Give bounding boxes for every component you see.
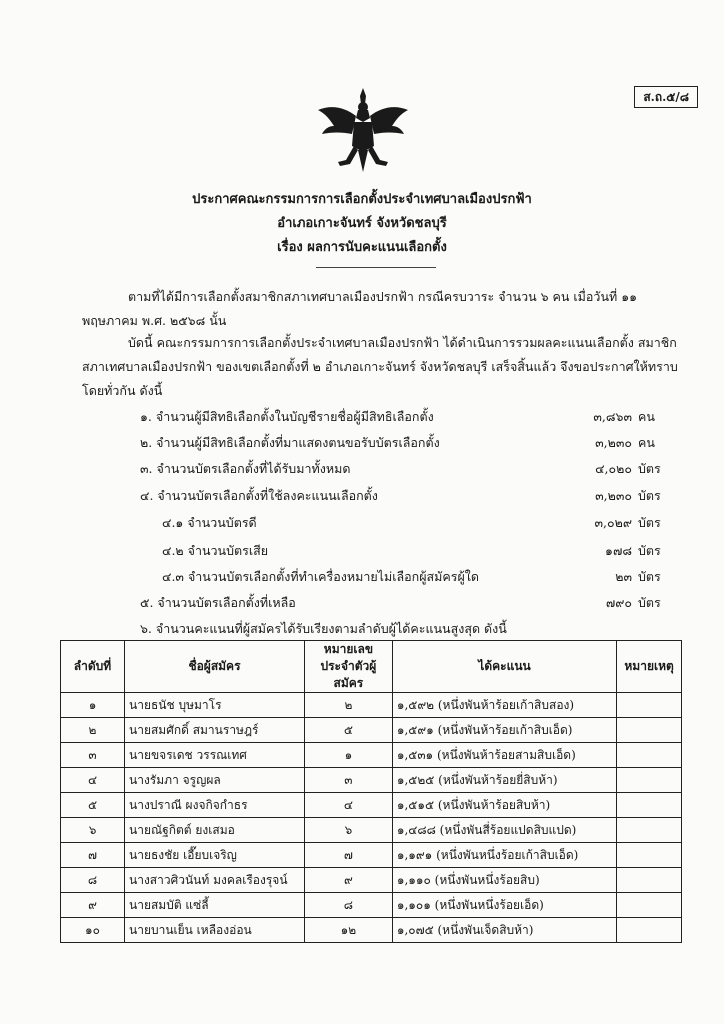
cell-candidate-number: ๑๒	[304, 918, 392, 943]
stat-value: ๓,๒๓๐	[595, 488, 632, 503]
cell-votes: ๑,๕๒๕ (หนึ่งพันห้าร้อยยี่สิบห้า)	[392, 768, 616, 793]
cell-candidate-number: ๓	[304, 768, 392, 793]
cell-rank: ๔	[61, 768, 125, 793]
stat-unit: คน	[638, 409, 655, 424]
cell-candidate-number: ๕	[304, 718, 392, 743]
announcement-paragraph: บัดนี้ คณะกรรมการการเลือกตั้งประจำเทศบาลเมืองปรกฟ้า ได้ดำเนินการรวมผลคะแนนเลือกตั้ง สมาชิกสภาเทศบาลเมืองปรกฟ้า ของเขตเลือกตั้งที่ ๒ อำเภอเกาะจันทร์ จังหวัดชลบุรี เสร็จสิ้นแล้ว จึงขอประกาศให้ทราบโดยทั่วกัน ดังนี้	[82, 335, 678, 398]
table-row	[61, 768, 682, 793]
header-name: ชื่อผู้สมัคร	[125, 641, 305, 693]
cell-name: นายขจรเดช วรรณเทศ	[125, 743, 305, 768]
header-title: ประกาศคณะกรรมการการเลือกตั้งประจำเทศบาลเมืองปรกฟ้า	[192, 192, 532, 207]
cell-votes: ๑,๑๙๑ (หนึ่งพันหนึ่งร้อยเก้าสิบเอ็ด)	[392, 843, 616, 868]
header-rank: ลำดับที่	[61, 641, 125, 693]
cell-name: นายธนัช บุษมาโร	[125, 693, 305, 718]
cell-rank: ๘	[61, 868, 125, 893]
stat-label: ๔.๓ จำนวนบัตรเลือกตั้งที่ทำเครื่องหมายไม่เลือกผู้สมัครผู้ใด	[162, 569, 480, 584]
stat-label: ๑. จำนวนผู้มีสิทธิเลือกตั้งในบัญชีรายชื่อผู้มีสิทธิเลือกตั้ง	[140, 409, 434, 424]
cell-rank: ๒	[61, 718, 125, 743]
header-note: หมายเหตุ	[617, 641, 682, 693]
cell-rank: ๖	[61, 818, 125, 843]
garuda-emblem-icon	[316, 86, 410, 174]
cell-votes: ๑,๐๗๕ (หนึ่งพันเจ็ดสิบห้า)	[392, 918, 616, 943]
stat-unit: คน	[638, 435, 655, 450]
cell-rank: ๙	[61, 893, 125, 918]
stat-value: ๓,๐๒๙	[594, 515, 632, 530]
stat-label: ๕. จำนวนบัตรเลือกตั้งที่เหลือ	[140, 595, 296, 610]
cell-rank: ๑	[61, 693, 125, 718]
stat-unit: บัตร	[638, 515, 661, 530]
stat-value: ๔,๐๒๐	[595, 461, 632, 476]
cell-rank: ๕	[61, 793, 125, 818]
cell-name: นางปราณี ผงจกิจกำธร	[125, 793, 305, 818]
stat-unit: บัตร	[638, 569, 661, 584]
results-table	[60, 640, 682, 943]
table-row	[61, 918, 682, 943]
cell-name: นางสาวศิวนันท์ มงคลเรืองรุจน์	[125, 868, 305, 893]
cell-note	[617, 743, 682, 768]
stat-unit: บัตร	[638, 543, 661, 558]
stat-unit: บัตร	[638, 461, 661, 476]
cell-note	[617, 693, 682, 718]
header-subject: เรื่อง ผลการนับคะแนนเลือกตั้ง	[277, 240, 447, 255]
header-candidate-number: หมายเลข ประจำตัวผู้สมัคร	[304, 641, 392, 693]
header-district: อำเภอเกาะจันทร์ จังหวัดชลบุรี	[277, 216, 447, 231]
cell-candidate-number: ๒	[304, 693, 392, 718]
cell-rank: ๗	[61, 843, 125, 868]
stat-value: ๓,๒๓๐	[595, 435, 632, 450]
cell-name: นายสมศักดิ์ สมานราษฎร์	[125, 718, 305, 743]
results-heading: ๖. จำนวนคะแนนที่ผู้สมัครได้รับเรียงตามลำดับผู้ได้คะแนนสูงสุด ดังนี้	[140, 621, 507, 636]
stat-value: ๒๓	[615, 569, 632, 584]
table-row	[61, 743, 682, 768]
cell-note	[617, 868, 682, 893]
cell-name: นายบานเย็น เหลืองอ่อน	[125, 918, 305, 943]
cell-votes: ๑,๕๑๕ (หนึ่งพันห้าร้อยสิบห้า)	[392, 793, 616, 818]
cell-votes: ๑,๑๐๑ (หนึ่งพันหนึ่งร้อยเอ็ด)	[392, 893, 616, 918]
stat-value: ๗๙๐	[605, 595, 632, 610]
cell-candidate-number: ๙	[304, 868, 392, 893]
cell-votes: ๑,๕๓๑ (หนึ่งพันห้าร้อยสามสิบเอ็ด)	[392, 743, 616, 768]
stat-unit: บัตร	[638, 595, 661, 610]
header-votes: ได้คะแนน	[392, 641, 616, 693]
cell-note	[617, 718, 682, 743]
cell-candidate-number: ๔	[304, 793, 392, 818]
stat-value: ๓,๘๖๓	[593, 409, 632, 424]
cell-candidate-number: ๘	[304, 893, 392, 918]
cell-votes: ๑,๕๙๒ (หนึ่งพันห้าร้อยเก้าสิบสอง)	[392, 693, 616, 718]
stat-value: ๑๗๘	[605, 543, 632, 558]
cell-candidate-number: ๗	[304, 843, 392, 868]
cell-candidate-number: ๖	[304, 818, 392, 843]
cell-votes: ๑,๕๙๑ (หนึ่งพันห้าร้อยเก้าสิบเอ็ด)	[392, 718, 616, 743]
form-code-box: ส.ถ.๕/๘	[634, 86, 698, 108]
cell-note	[617, 818, 682, 843]
announcement-header	[0, 188, 724, 260]
stat-label: ๔.๒ จำนวนบัตรเสีย	[162, 543, 269, 558]
stat-label: ๓. จำนวนบัตรเลือกตั้งที่ได้รับมาทั้งหมด	[140, 461, 351, 476]
table-row	[61, 868, 682, 893]
stat-label: ๔.๑ จำนวนบัตรดี	[162, 515, 257, 530]
cell-votes: ๑,๔๘๘ (หนึ่งพันสี่ร้อยแปดสิบแปด)	[392, 818, 616, 843]
table-header-row	[61, 641, 682, 693]
cell-name: นายณัฐกิตต์ ยงเสมอ	[125, 818, 305, 843]
cell-note	[617, 793, 682, 818]
cell-candidate-number: ๑	[304, 743, 392, 768]
cell-note	[617, 918, 682, 943]
table-row	[61, 818, 682, 843]
stat-unit: บัตร	[638, 488, 661, 503]
cell-note	[617, 843, 682, 868]
table-row	[61, 693, 682, 718]
stat-label: ๒. จำนวนผู้มีสิทธิเลือกตั้งที่มาแสดงตนขอรับบัตรเลือกตั้ง	[140, 435, 440, 450]
header-divider	[316, 267, 436, 268]
cell-note	[617, 768, 682, 793]
cell-name: นางรัมภา จรูญผล	[125, 768, 305, 793]
cell-rank: ๓	[61, 743, 125, 768]
table-row	[61, 843, 682, 868]
intro-paragraph: ตามที่ได้มีการเลือกตั้งสมาชิกสภาเทศบาลเมืองปรกฟ้า กรณีครบวาระ จำนวน ๖ คน เมื่อวันที่ ๑๑ พฤษภาคม พ.ศ. ๒๕๖๘ นั้น	[82, 289, 638, 328]
cell-name: นายธงชัย เอี๊ยบเจริญ	[125, 843, 305, 868]
stat-label: ๔. จำนวนบัตรเลือกตั้งที่ใช้ลงคะแนนเลือกตั้ง	[140, 488, 378, 503]
table-row	[61, 893, 682, 918]
cell-note	[617, 893, 682, 918]
table-row	[61, 793, 682, 818]
cell-rank: ๑๐	[61, 918, 125, 943]
cell-votes: ๑,๑๑๐ (หนึ่งพันหนึ่งร้อยสิบ)	[392, 868, 616, 893]
table-row	[61, 718, 682, 743]
cell-name: นายสมบัติ แซ่ลี้	[125, 893, 305, 918]
